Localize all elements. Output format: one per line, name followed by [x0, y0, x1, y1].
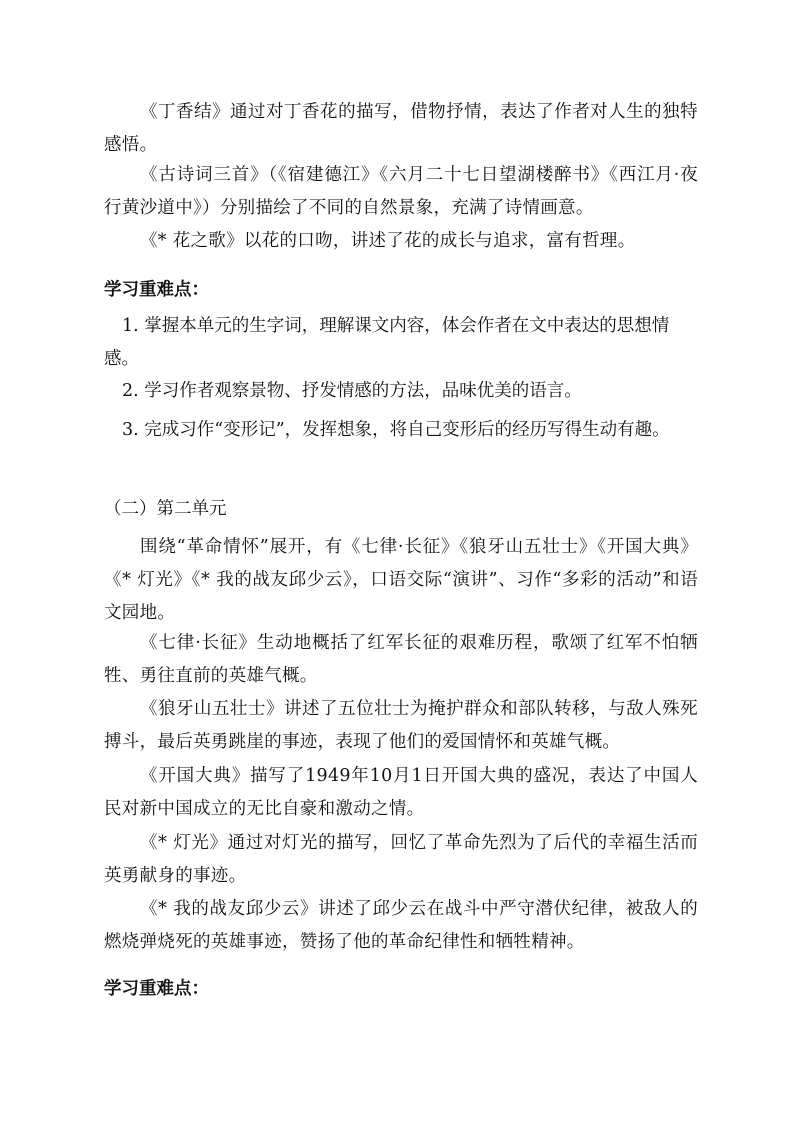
unit2-title: （二）第二单元 — [104, 499, 227, 519]
paragraph-dengguang: 《* 灯光》通过对灯光的描写，回忆了革命先烈为了后代的幸福生活而英勇献身的事迹。 — [104, 833, 698, 886]
paragraph-unit2-intro: 围绕“革命情怀”展开，有《七律·长征》《狼牙山五壮士》《开国大典》《* 灯光》《* 我的战友邱少云》，口语交际“演讲”、习作“多彩的活动”和语文园地。 — [104, 537, 698, 623]
paragraph-changzheng: 《七律·长征》生动地概括了红军长征的艰难历程，歌颂了红军不怕牺牲、勇往直前的英雄气概。 — [104, 633, 698, 686]
paragraph-huazhige: 《* 花之歌》以花的口吻，讲述了花的成长与追求，富有哲理。 — [140, 231, 636, 251]
key-points-heading-unit1: 学习重难点： — [104, 280, 209, 300]
paragraph-kaiguo: 《开国大典》描写了1949年10月1日开国大典的盛况，表达了中国人民对新中国成立的无比自豪和激动之情。 — [104, 766, 698, 819]
paragraph-gushici: 《古诗词三首》（《宿建德江》《六月二十七日望湖楼醉书》《西江月·夜行黄沙道中》）分别描绘了不同的自然景象，充满了诗情画意。 — [104, 165, 698, 218]
paragraph-langyashan: 《狼牙山五壮士》讲述了五位壮士为掩护群众和部队转移，与敌人殊死搏斗，最后英勇跳崖的事迹，表现了他们的爱国情怀和英雄气概。 — [104, 699, 698, 752]
key-point-1: 1. 掌握本单元的生字词，理解课文内容，体会作者在文中表达的思想情感。 — [104, 316, 670, 369]
paragraph-qiushaoyun: 《* 我的战友邱少云》讲述了邱少云在战斗中严守潜伏纪律，被敌人的燃烧弹烧死的英雄事迹，赞扬了他的革命纪律性和牺牲精神。 — [104, 899, 698, 952]
key-point-3: 3. 完成习作“变形记”，发挥想象，将自己变形后的经历写得生动有趣。 — [122, 420, 670, 440]
key-point-2: 2. 学习作者观察景物、抒发情感的方法，品味优美的语言。 — [122, 381, 582, 401]
key-points-heading-unit2: 学习重难点： — [104, 979, 209, 999]
paragraph-dingxiangjie: 《丁香结》通过对丁香花的描写，借物抒情，表达了作者对人生的独特感悟。 — [104, 102, 698, 155]
